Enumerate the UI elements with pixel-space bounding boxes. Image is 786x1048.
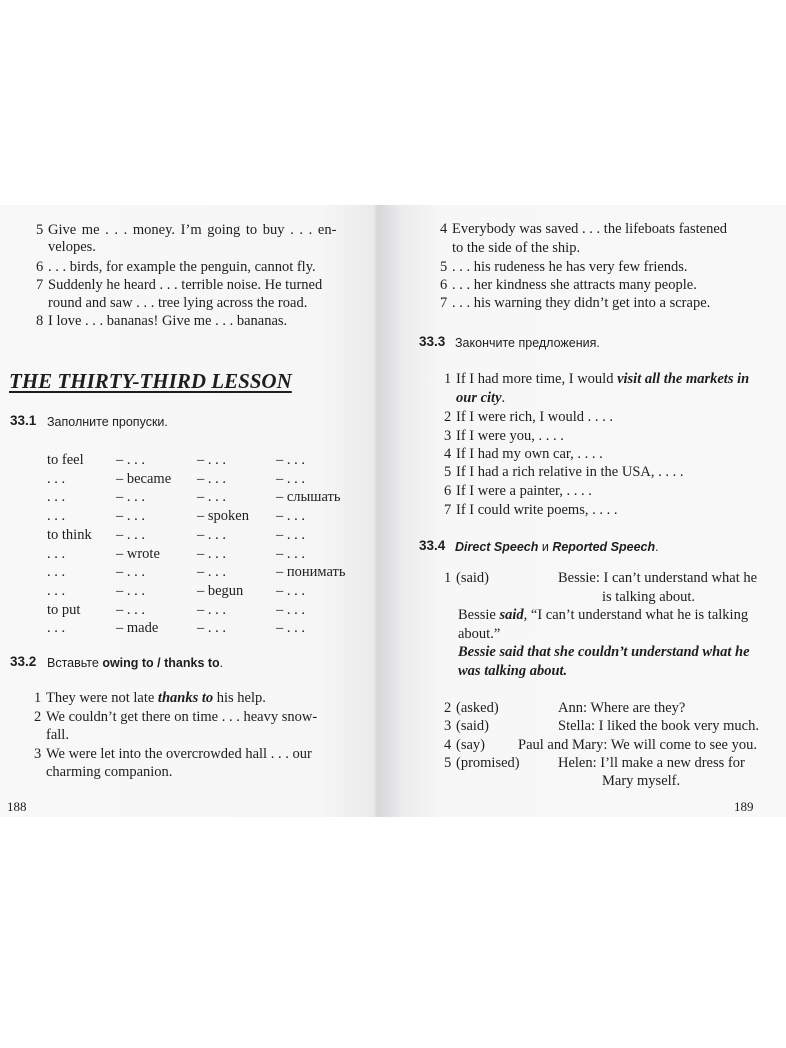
sentence-line: If I had a rich relative in the USA, . . . .: [456, 464, 684, 480]
item-number: 4: [440, 221, 448, 237]
verb-table-cell: – . . .: [116, 564, 145, 581]
instruction-emphasis: owing to / thanks to: [102, 656, 220, 670]
item-number: 3: [444, 428, 452, 444]
verb-table-cell: – . . .: [276, 470, 305, 487]
verb-table-cell: . . .: [47, 620, 66, 637]
exercise-number: 33.2: [10, 654, 37, 669]
item-number: 7: [440, 295, 448, 311]
sentence-line: If I had my own car, . . . .: [456, 446, 603, 462]
lesson-title: THE THIRTY-THIRD LESSON: [9, 369, 292, 393]
sentence-line: charming companion.: [46, 764, 173, 780]
speech-line: Paul and Mary: We will come to see you.: [518, 737, 757, 753]
verb-hint: (say): [456, 737, 485, 753]
item-number: 1: [444, 570, 452, 586]
sentence-line: We couldn’t get there on time . . . heavy snow-: [46, 709, 318, 725]
verb-table-cell: – . . .: [276, 526, 305, 543]
speech-line: is talking about.: [602, 589, 696, 605]
verb-hint: (asked): [456, 700, 499, 716]
sentence-text: his help.: [213, 690, 266, 706]
sentence-text: Bessie: [458, 607, 500, 623]
sentence-line: If I were a painter, . . . .: [456, 483, 592, 499]
verb-hint: (said): [456, 718, 490, 734]
verb-table-cell: – . . .: [197, 489, 226, 506]
sentence-emphasis: said: [499, 607, 524, 623]
page-number: 189: [734, 799, 754, 814]
instruction-text: Вставьте: [47, 656, 103, 670]
sentence-emphasis: thanks to: [157, 690, 214, 706]
sentence-line: Give me . . . money. I’m going to buy . . . en-: [48, 222, 337, 238]
verb-table-cell: – spoken: [197, 508, 249, 525]
item-number: 5: [444, 755, 452, 771]
sentence-line: We were let into the overcrowded hall . . . our: [46, 746, 312, 762]
item-number: 5: [444, 464, 452, 480]
exercise-instruction: Закончите предложения.: [455, 336, 600, 350]
sentence-line: . . . his rudeness he has very few friends.: [452, 259, 688, 275]
verb-table-cell: . . .: [47, 470, 66, 487]
verb-hint: (promised): [456, 755, 520, 771]
left-page: [0, 205, 378, 817]
right-page: [378, 205, 786, 817]
verb-table-cell: . . .: [47, 508, 66, 525]
sentence-line: [46, 689, 266, 707]
item-number: 5: [440, 259, 448, 275]
verb-table-cell: – . . .: [197, 545, 226, 562]
sentence-line: velopes.: [48, 239, 96, 255]
item-number: 8: [36, 313, 44, 329]
verb-table-cell: . . .: [47, 582, 66, 599]
verb-table-cell: – . . .: [197, 452, 226, 468]
verb-table-cell: to think: [47, 526, 92, 543]
page-number: 188: [7, 799, 27, 814]
book-spread: [0, 205, 786, 817]
sentence-line: If I could write poems, . . . .: [456, 502, 618, 518]
verb-table-cell: – . . .: [276, 508, 305, 525]
sentence-text: , “I can’t understand what he is talking: [523, 607, 749, 623]
verb-table-cell: – слышать: [276, 489, 341, 506]
answer-line: was talking about.: [458, 663, 568, 679]
verb-table-cell: – . . .: [276, 452, 305, 468]
verb-table-cell: – . . .: [116, 508, 145, 525]
answer-line: Bessie said that she couldn’t understand what he: [458, 644, 750, 660]
item-number: 2: [34, 709, 42, 725]
verb-table-cell: . . .: [47, 545, 66, 562]
verb-hint: (said): [456, 570, 490, 586]
instruction-text: .: [655, 540, 659, 554]
verb-table-cell: – . . .: [197, 620, 226, 637]
exercise-number: 33.4: [419, 538, 446, 553]
sentence-line: . . . birds, for example the penguin, cannot fly.: [48, 259, 316, 275]
exercise-instruction: [455, 538, 659, 556]
verb-table-cell: – . . .: [197, 564, 226, 581]
instruction-emphasis: Direct Speech: [455, 540, 539, 554]
item-number: 5: [36, 222, 44, 238]
exercise-number: 33.3: [419, 334, 446, 349]
sentence-line: fall.: [46, 727, 69, 743]
exercise-number: 33.1: [10, 413, 37, 428]
item-number: 7: [444, 502, 452, 518]
verb-table-cell: – made: [116, 620, 159, 637]
speech-line: Helen: I’ll make a new dress for: [558, 755, 745, 771]
verb-table-cell: – . . .: [116, 452, 145, 468]
verb-table-cell: – . . .: [116, 601, 145, 618]
item-number: 3: [34, 746, 42, 762]
item-number: 2: [444, 409, 452, 425]
verb-table-cell: . . .: [47, 564, 66, 581]
verb-table-cell: – . . .: [197, 601, 226, 618]
instruction-text: и: [538, 540, 553, 554]
exercise-instruction: Заполните пропуски.: [47, 415, 168, 429]
sentence-text: .: [501, 390, 506, 406]
speech-line: Bessie: I can’t understand what he: [558, 570, 758, 586]
verb-table-cell: – . . .: [276, 582, 305, 599]
item-number: 7: [36, 277, 44, 293]
sentence-line: round and saw . . . tree lying across the road.: [48, 295, 308, 311]
sentence-line: to the side of the ship.: [452, 240, 581, 256]
sentence-emphasis: visit all the markets in: [617, 371, 750, 387]
verb-table-cell: – became: [116, 470, 172, 487]
verb-table-cell: – . . .: [197, 470, 226, 487]
speech-line: Ann: Where are they?: [558, 700, 686, 716]
item-number: 1: [34, 690, 42, 706]
sentence-line: Suddenly he heard . . . terrible noise. He turned: [48, 277, 323, 293]
sentence-line: [456, 370, 749, 388]
exercise-instruction: [47, 654, 223, 672]
reported-line: [458, 606, 748, 624]
speech-line: Stella: I liked the book very much.: [558, 718, 759, 734]
sentence-emphasis: our city: [456, 390, 502, 406]
sentence-line: . . . her kindness she attracts many people.: [452, 277, 697, 293]
verb-table-cell: – wrote: [116, 545, 160, 562]
sentence-text: If I had more time, I would: [456, 371, 618, 387]
verb-table-cell: – . . .: [116, 582, 145, 599]
verb-table-cell: – . . .: [276, 601, 305, 618]
verb-table-cell: . . .: [47, 489, 66, 506]
sentence-line: . . . his warning they didn’t get into a scrape.: [452, 295, 711, 311]
item-number: 6: [440, 277, 448, 293]
item-number: 4: [444, 446, 452, 462]
instruction-text: .: [219, 656, 224, 670]
verb-table-cell: to put: [47, 601, 81, 618]
verb-table-cell: – . . .: [276, 620, 305, 637]
instruction-emphasis: Reported Speech: [552, 540, 656, 554]
reported-line: about.”: [458, 626, 501, 642]
verb-table-cell: – . . .: [116, 526, 145, 543]
sentence-line: If I were you, . . . .: [456, 428, 564, 444]
sentence-line: If I were rich, I would . . . .: [456, 409, 614, 425]
item-number: 6: [444, 483, 452, 499]
speech-line: Mary myself.: [602, 773, 681, 789]
item-number: 6: [36, 259, 44, 275]
verb-table-cell: – begun: [197, 582, 244, 599]
sentence-line: [456, 389, 505, 407]
sentence-text: They were not late: [46, 690, 158, 706]
item-number: 3: [444, 718, 452, 734]
verb-table-cell: – . . .: [116, 489, 145, 506]
item-number: 2: [444, 700, 452, 716]
item-number: 4: [444, 737, 452, 753]
sentence-line: Everybody was saved . . . the lifeboats fastened: [452, 221, 728, 237]
item-number: 1: [444, 371, 452, 387]
verb-table-cell: – понимать: [276, 564, 346, 581]
verb-table-cell: – . . .: [197, 526, 226, 543]
sentence-line: I love . . . bananas! Give me . . . bananas.: [48, 313, 288, 329]
verb-table-cell: – . . .: [276, 545, 305, 562]
verb-table-cell: to feel: [47, 452, 84, 468]
